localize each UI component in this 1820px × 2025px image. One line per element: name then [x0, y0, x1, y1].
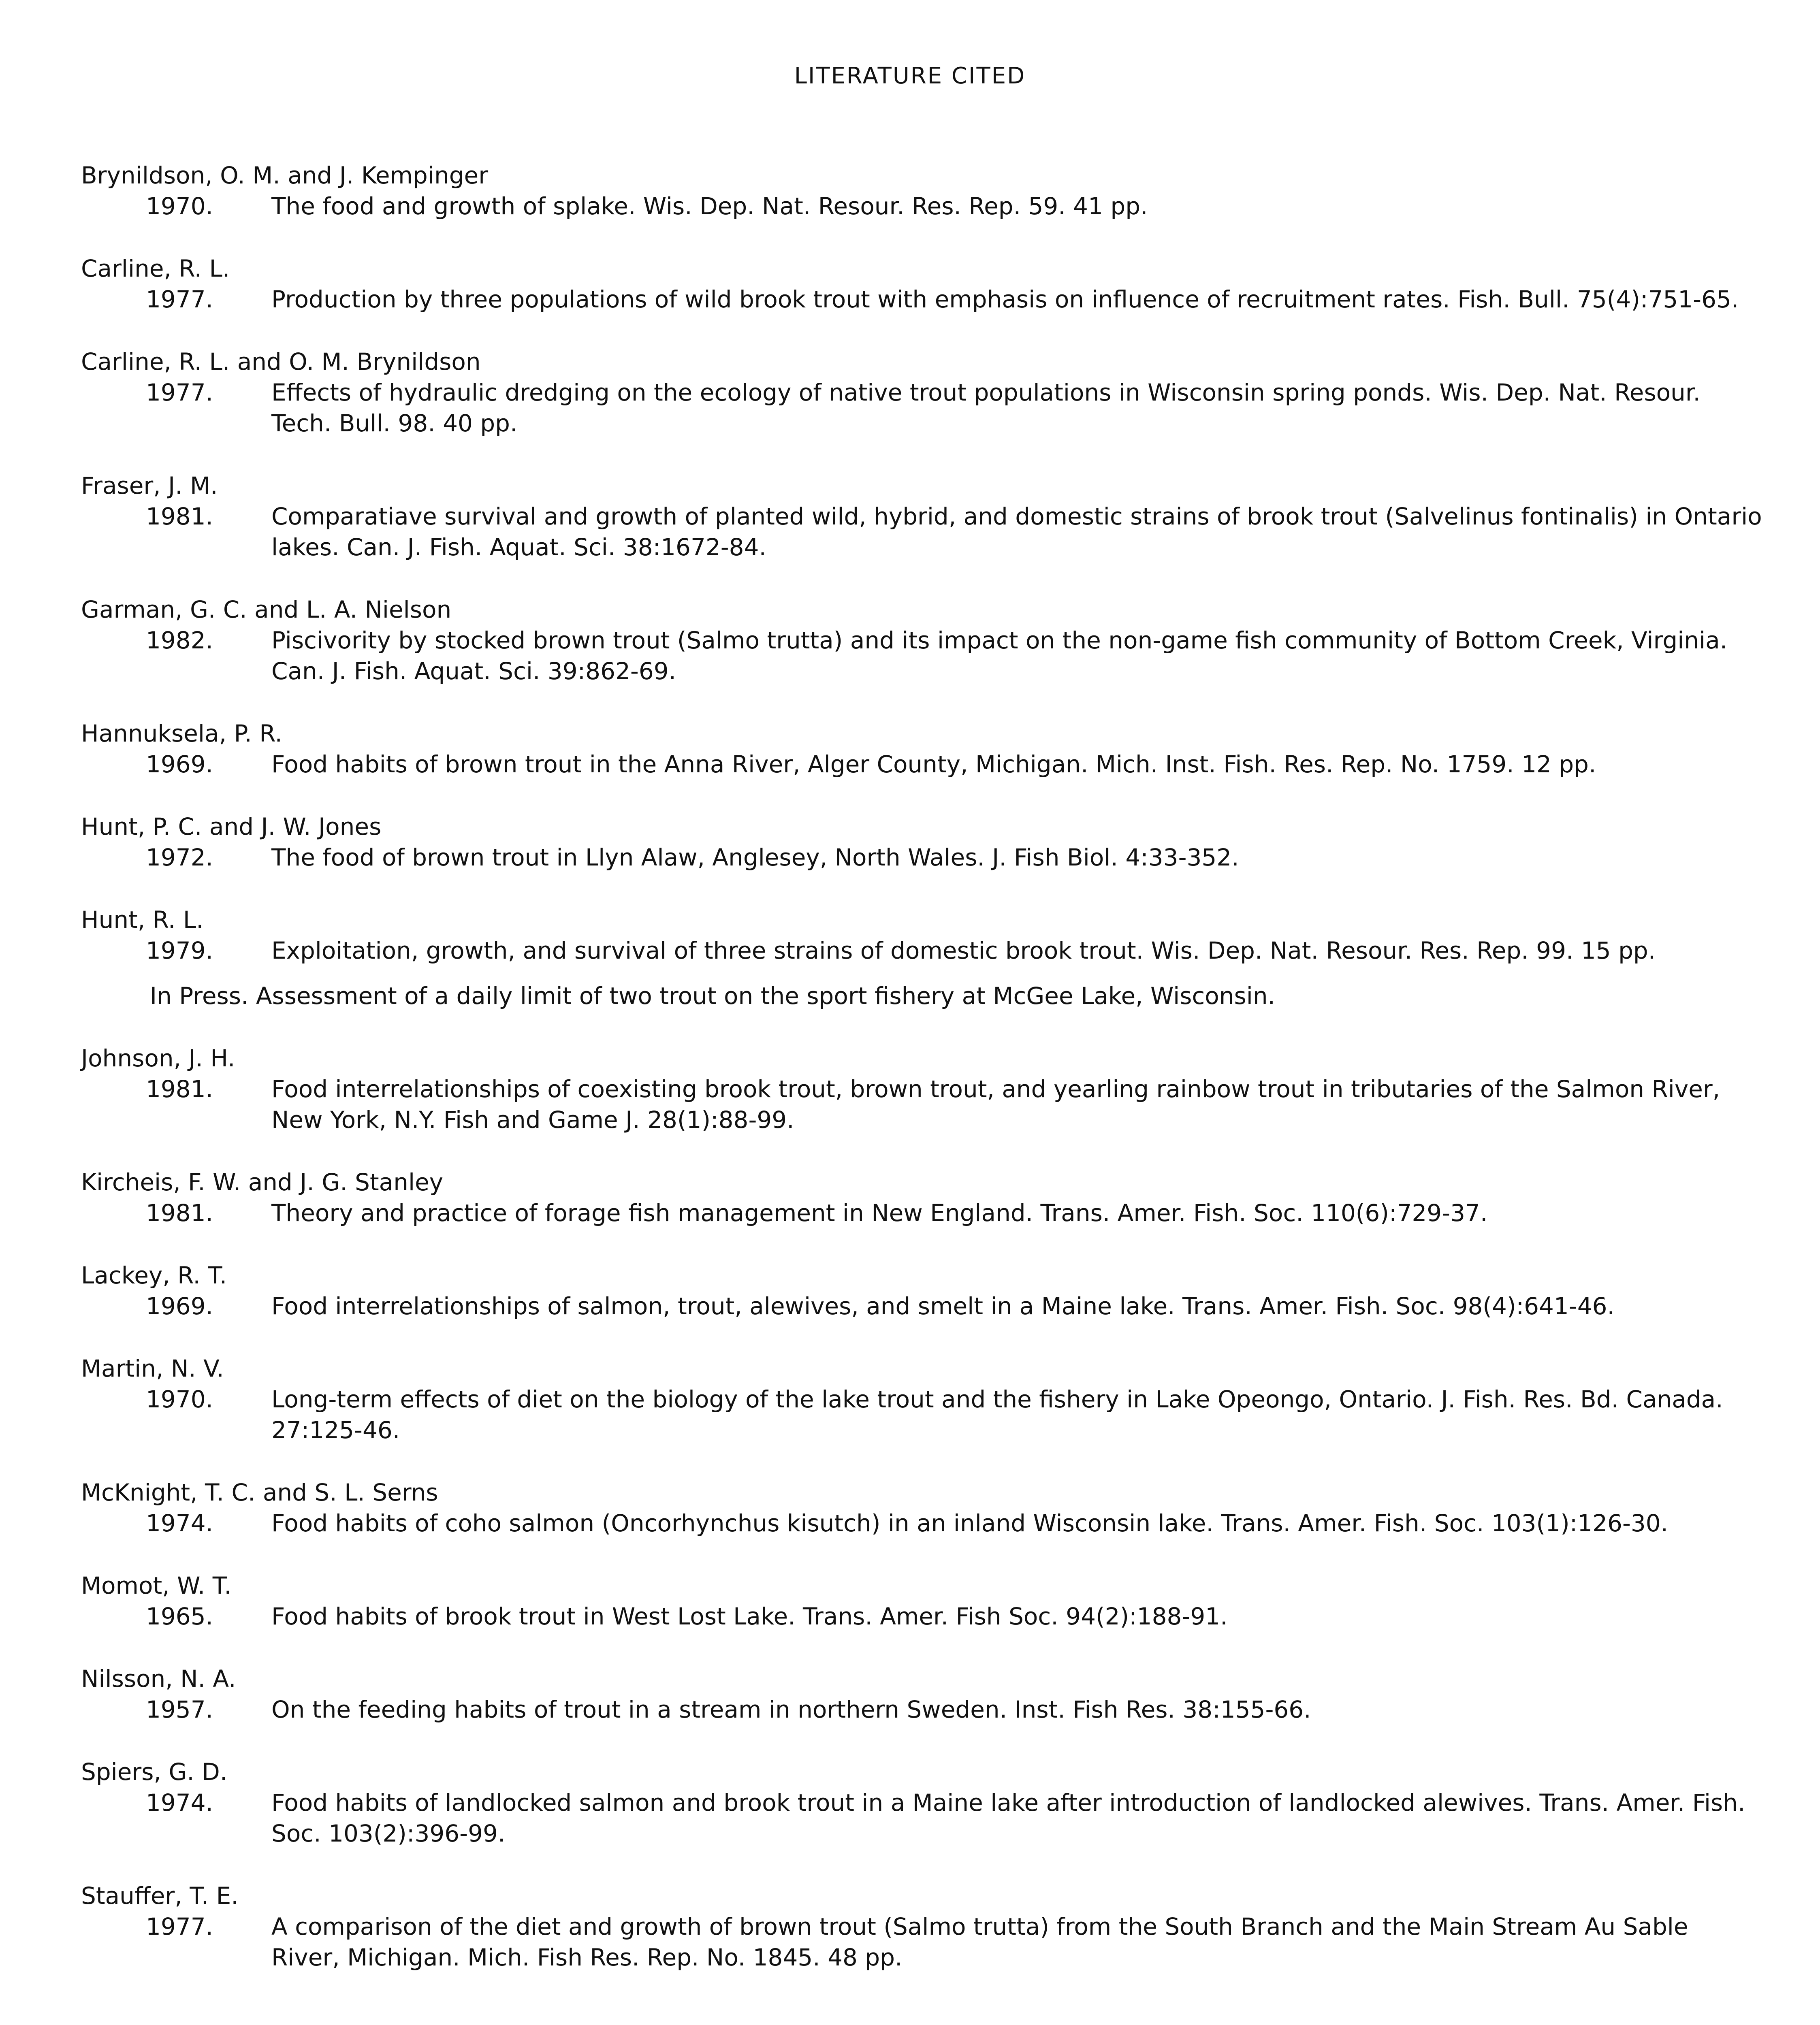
reference-year: 1982. [146, 627, 213, 654]
reference-year: 1981. [146, 503, 213, 530]
reference-author: Martin, N. V. [81, 1355, 224, 1382]
reference-citation [81, 191, 1762, 222]
reference-year: 1977. [146, 1913, 213, 1940]
reference-text: Piscivority by stocked brown trout (Salmo trutta) and its impact on the non-game fish community of Bottom Creek, Virginia. Can. J. Fish. Aquat. Sci. 39:862-69. [271, 627, 1728, 685]
reference-text: Exploitation, growth, and survival of three strains of domestic brook trout. Wis. Dep. Nat. Resour. Res. Rep. 99. 15 pp. [271, 937, 1656, 964]
reference-year: 1965. [146, 1603, 213, 1630]
reference-author: Hunt, R. L. [81, 906, 204, 934]
reference-author: Garman, G. C. and L. A. Nielson [81, 596, 452, 623]
reference-citation [81, 935, 1762, 966]
reference-citation [81, 1291, 1762, 1322]
reference-entry [81, 1477, 1762, 1539]
reference-entry [81, 594, 1762, 686]
reference-citation [81, 1787, 1762, 1849]
reference-citation [81, 1911, 1762, 1973]
reference-entry [81, 904, 1762, 1011]
reference-list [81, 160, 1762, 2004]
reference-author: Fraser, J. M. [81, 472, 218, 499]
reference-citation [81, 1074, 1762, 1135]
reference-year: 1969. [146, 750, 213, 778]
reference-author: Brynildson, O. M. and J. Kempinger [81, 162, 489, 189]
reference-entry [81, 1880, 1762, 1973]
reference-author: Momot, W. T. [81, 1572, 232, 1599]
reference-citation [81, 1601, 1762, 1632]
reference-entry [81, 1663, 1762, 1725]
reference-text: Comparatiave survival and growth of planted wild, hybrid, and domestic strains of brook trout (Salvelinus fontinalis) in Ontario lakes. Can. J. Fish. Aquat. Sci. 38:1672-84. [271, 503, 1762, 561]
reference-year: 1981. [146, 1199, 213, 1227]
reference-text: On the feeding habits of trout in a stream in northern Sweden. Inst. Fish Res. 38:155-66. [271, 1696, 1311, 1723]
reference-text: Food habits of landlocked salmon and brook trout in a Maine lake after introduction of landlocked alewives. Trans. Amer. Fish. Soc. 103(2):396-99. [271, 1789, 1745, 1847]
reference-citation [81, 1198, 1762, 1228]
reference-text: Food interrelationships of salmon, trout, alewives, and smelt in a Maine lake. Trans. Amer. Fish. Soc. 98(4):641-46. [271, 1292, 1615, 1320]
reference-citation [81, 377, 1762, 439]
reference-author: Spiers, G. D. [81, 1758, 228, 1786]
reference-text: The food and growth of splake. Wis. Dep. Nat. Resour. Res. Rep. 59. 41 pp. [271, 192, 1148, 220]
reference-author: Johnson, J. H. [81, 1044, 235, 1072]
reference-text: Long-term effects of diet on the biology of the lake trout and the fishery in Lake Opeongo, Ontario. J. Fish. Res. Bd. Canada. 27:125-46. [271, 1386, 1723, 1444]
reference-year: 1981. [146, 1075, 213, 1103]
reference-author: Nilsson, N. A. [81, 1665, 236, 1692]
reference-year: 1977. [146, 379, 213, 406]
reference-author: Stauffer, T. E. [81, 1882, 239, 1910]
reference-citation [81, 1694, 1762, 1725]
reference-entry [81, 811, 1762, 873]
reference-in-press: In Press. Assessment of a daily limit of two trout on the sport fishery at McGee Lake, Wisconsin. [150, 982, 1276, 1010]
reference-entry [81, 718, 1762, 780]
reference-entry [81, 346, 1762, 439]
reference-year: 1972. [146, 844, 213, 871]
reference-year: 1979. [146, 937, 213, 964]
reference-entry [81, 1167, 1762, 1228]
reference-entry [81, 1756, 1762, 1849]
reference-text: Theory and practice of forage fish management in New England. Trans. Amer. Fish. Soc. 110(6):729-37. [271, 1199, 1488, 1227]
reference-entry [81, 160, 1762, 222]
reference-entry [81, 1043, 1762, 1135]
reference-text: The food of brown trout in Llyn Alaw, Anglesey, North Wales. J. Fish Biol. 4:33-352. [271, 844, 1239, 871]
reference-year: 1974. [146, 1789, 213, 1816]
reference-author: Hunt, P. C. and J. W. Jones [81, 813, 382, 840]
reference-citation [81, 749, 1762, 780]
reference-year: 1970. [146, 192, 213, 220]
page-title: LITERATURE CITED [794, 63, 1026, 89]
reference-author: Kircheis, F. W. and J. G. Stanley [81, 1168, 444, 1196]
reference-text: A comparison of the diet and growth of brown trout (Salmo trutta) from the South Branch and the Main Stream Au Sable River, Michigan. Mich. Fish Res. Rep. No. 1845. 48 pp. [271, 1913, 1688, 1971]
reference-entry [81, 1353, 1762, 1445]
reference-text: Effects of hydraulic dredging on the ecology of native trout populations in Wisconsin spring ponds. Wis. Dep. Nat. Resour. Tech. Bull. 98. 40 pp. [271, 379, 1701, 437]
reference-text: Food habits of brook trout in West Lost Lake. Trans. Amer. Fish Soc. 94(2):188-91. [271, 1603, 1228, 1630]
reference-year: 1977. [146, 286, 213, 313]
reference-author: Carline, R. L. [81, 255, 230, 282]
reference-year: 1974. [146, 1509, 213, 1537]
reference-entry [81, 1570, 1762, 1632]
reference-text: Food habits of coho salmon (Oncorhynchus kisutch) in an inland Wisconsin lake. Trans. Amer. Fish. Soc. 103(1):126-30. [271, 1509, 1669, 1537]
reference-text: Food interrelationships of coexisting brook trout, brown trout, and yearling rainbow trout in tributaries of the Salmon River, New York, N.Y. Fish and Game J. 28(1):88-99. [271, 1075, 1720, 1134]
reference-citation [81, 501, 1762, 563]
reference-citation [81, 1384, 1762, 1445]
reference-citation [81, 1508, 1762, 1539]
reference-text: Production by three populations of wild brook trout with emphasis on influence of recruitment rates. Fish. Bull. 75(4):751-65. [271, 286, 1739, 313]
reference-entry [81, 1260, 1762, 1322]
reference-author: Hannuksela, P. R. [81, 720, 282, 747]
reference-author: Lackey, R. T. [81, 1262, 227, 1289]
reference-year: 1957. [146, 1696, 213, 1723]
reference-citation [81, 625, 1762, 686]
reference-text: Food habits of brown trout in the Anna River, Alger County, Michigan. Mich. Inst. Fish. Res. Rep. No. 1759. 12 pp. [271, 750, 1596, 778]
reference-citation [81, 842, 1762, 873]
reference-entry [81, 470, 1762, 563]
reference-author: Carline, R. L. and O. M. Brynildson [81, 348, 481, 375]
reference-year: 1969. [146, 1292, 213, 1320]
reference-author: McKnight, T. C. and S. L. Serns [81, 1479, 438, 1506]
reference-citation [81, 284, 1762, 315]
reference-year: 1970. [146, 1386, 213, 1413]
reference-entry [81, 253, 1762, 315]
